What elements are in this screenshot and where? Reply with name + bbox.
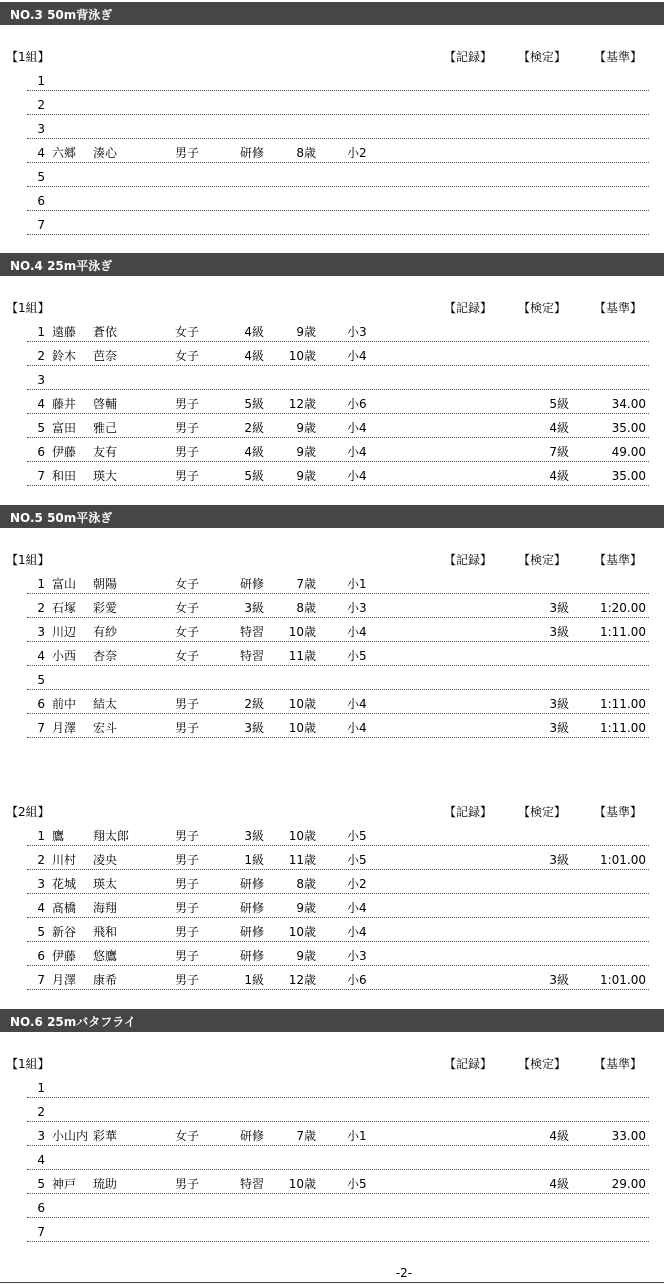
cell-gender: 男子 [175, 697, 200, 711]
cell-surname: 川辺 [52, 625, 77, 639]
standard-header: 【基準】 [594, 1057, 643, 1071]
row-divider [27, 1121, 649, 1122]
row-divider [27, 365, 649, 366]
cell-standard: 33.00 [611, 1129, 646, 1143]
cell-rank: 研修 [239, 1129, 264, 1143]
cell-age: 10歳 [288, 625, 316, 639]
row-divider [27, 941, 649, 942]
cell-age: 12歳 [288, 973, 316, 987]
cell-gender: 男子 [175, 1177, 200, 1191]
cell-age: 7歳 [296, 577, 316, 591]
row-divider [27, 341, 649, 342]
cell-surname: 月澤 [52, 721, 77, 735]
cell-grade: 小5 [347, 649, 367, 663]
cell-age: 9歳 [296, 325, 316, 339]
cell-gender: 男子 [175, 445, 200, 459]
cell-given: 瑛大 [93, 469, 118, 483]
cell-grade: 小5 [347, 829, 367, 843]
cell-given: 友有 [93, 445, 118, 459]
cell-surname: 和田 [52, 469, 77, 483]
row-divider [27, 389, 649, 390]
cell-age: 10歳 [288, 349, 316, 363]
page-number: -2- [395, 1266, 413, 1280]
cell-standard: 35.00 [611, 421, 646, 435]
cell-lane: 4 [37, 397, 45, 411]
cell-grade: 小4 [347, 469, 367, 483]
bottom-divider [0, 1282, 664, 1283]
cell-rank: 5級 [244, 397, 264, 411]
cell-standard: 1:20.00 [599, 601, 646, 615]
cell-rank: 特習 [239, 1177, 264, 1191]
row-divider [27, 461, 649, 462]
cell-age: 7歳 [296, 1129, 316, 1143]
cell-lane: 2 [37, 1105, 45, 1119]
cell-gender: 男子 [175, 925, 200, 939]
cell-lane: 6 [37, 194, 45, 208]
cell-gender: 女子 [175, 625, 200, 639]
row-divider [27, 989, 649, 990]
cell-given: 悠鷹 [93, 949, 118, 963]
cell-lane: 5 [37, 421, 45, 435]
cell-age: 8歳 [296, 601, 316, 615]
cell-given: 朝陽 [93, 577, 118, 591]
cell-grade: 小6 [347, 973, 367, 987]
cell-gender: 男子 [175, 973, 200, 987]
cell-rank: 3級 [244, 721, 264, 735]
cell-gender: 男子 [175, 853, 200, 867]
cell-grade: 小3 [347, 949, 367, 963]
standard-header: 【基準】 [594, 50, 643, 64]
row-divider [27, 90, 649, 91]
cell-surname: 藤井 [52, 397, 77, 411]
cell-grade: 小5 [347, 853, 367, 867]
cell-lane: 6 [37, 445, 45, 459]
check-header: 【検定】 [518, 50, 567, 64]
cell-grade: 小4 [347, 721, 367, 735]
cell-gender: 男子 [175, 949, 200, 963]
cell-rank: 3級 [244, 829, 264, 843]
row-divider [27, 1193, 649, 1194]
section-title: NO.4 25m平泳ぎ [10, 259, 113, 273]
cell-surname: 前中 [52, 697, 77, 711]
cell-given: 康希 [93, 973, 118, 987]
row-divider [27, 1145, 649, 1146]
cell-lane: 7 [37, 469, 45, 483]
cell-age: 10歳 [288, 829, 316, 843]
cell-given: 芭奈 [93, 349, 118, 363]
cell-gender: 男子 [175, 146, 200, 160]
row-divider [27, 413, 649, 414]
cell-given: 瑛太 [93, 877, 118, 891]
cell-grade: 小1 [347, 1129, 367, 1143]
cell-grade: 小4 [347, 625, 367, 639]
cell-age: 11歳 [288, 649, 316, 663]
standard-header: 【基準】 [594, 301, 643, 315]
cell-rank: 研修 [239, 901, 264, 915]
row-divider [27, 186, 649, 187]
cell-age: 10歳 [288, 1177, 316, 1191]
row-divider [27, 665, 649, 666]
cell-gender: 女子 [175, 349, 200, 363]
row-divider [27, 234, 649, 235]
row-divider [27, 114, 649, 115]
cell-check: 3級 [549, 697, 569, 711]
cell-age: 10歳 [288, 697, 316, 711]
cell-age: 8歳 [296, 877, 316, 891]
cell-rank: 特習 [239, 625, 264, 639]
cell-gender: 女子 [175, 577, 200, 591]
row-divider [27, 869, 649, 870]
cell-given: 海翔 [93, 901, 118, 915]
cell-surname: 鈴木 [52, 349, 77, 363]
standard-header: 【基準】 [594, 805, 643, 819]
cell-given: 杏奈 [93, 649, 118, 663]
row-divider [27, 917, 649, 918]
row-divider [27, 641, 649, 642]
cell-rank: 4級 [244, 325, 264, 339]
cell-age: 9歳 [296, 901, 316, 915]
cell-grade: 小4 [347, 421, 367, 435]
cell-surname: 花城 [52, 877, 77, 891]
section-title: NO.6 25mバタフライ [10, 1015, 136, 1029]
cell-gender: 男子 [175, 829, 200, 843]
cell-lane: 6 [37, 949, 45, 963]
cell-grade: 小4 [347, 697, 367, 711]
cell-check: 5級 [549, 397, 569, 411]
check-header: 【検定】 [518, 805, 567, 819]
cell-lane: 1 [37, 829, 45, 843]
cell-rank: 5級 [244, 469, 264, 483]
row-divider [27, 485, 649, 486]
cell-lane: 2 [37, 349, 45, 363]
row-divider [27, 1241, 649, 1242]
row-divider [27, 162, 649, 163]
cell-age: 9歳 [296, 421, 316, 435]
row-divider [27, 138, 649, 139]
cell-surname: 小山内 [52, 1129, 89, 1143]
cell-check: 4級 [549, 1177, 569, 1191]
cell-surname: 髙橋 [52, 901, 77, 915]
section-header [0, 1009, 664, 1032]
cell-lane: 4 [37, 146, 45, 160]
cell-standard: 29.00 [611, 1177, 646, 1191]
cell-age: 11歳 [288, 853, 316, 867]
row-divider [27, 1217, 649, 1218]
cell-lane: 1 [37, 1081, 45, 1095]
cell-surname: 伊藤 [52, 445, 77, 459]
cell-rank: 研修 [239, 949, 264, 963]
cell-standard: 1:11.00 [599, 625, 646, 639]
cell-grade: 小3 [347, 325, 367, 339]
group-label: 【2組】 [6, 805, 50, 819]
cell-grade: 小4 [347, 925, 367, 939]
record-header: 【記録】 [444, 1057, 493, 1071]
cell-gender: 男子 [175, 901, 200, 915]
group-label: 【1組】 [6, 1057, 50, 1071]
cell-given: 翔太郎 [93, 829, 130, 843]
cell-gender: 女子 [175, 649, 200, 663]
cell-lane: 1 [37, 577, 45, 591]
cell-surname: 石塚 [52, 601, 77, 615]
cell-surname: 鷹 [52, 829, 65, 843]
cell-lane: 3 [37, 373, 45, 387]
cell-given: 結太 [93, 697, 118, 711]
cell-surname: 小西 [52, 649, 77, 663]
cell-age: 8歳 [296, 146, 316, 160]
cell-given: 琉助 [93, 1177, 118, 1191]
cell-lane: 4 [37, 901, 45, 915]
row-divider [27, 1169, 649, 1170]
cell-standard: 1:11.00 [599, 721, 646, 735]
cell-given: 湊心 [93, 146, 118, 160]
cell-given: 飛和 [93, 925, 118, 939]
cell-check: 4級 [549, 1129, 569, 1143]
cell-grade: 小5 [347, 1177, 367, 1191]
row-divider [27, 1097, 649, 1098]
cell-lane: 2 [37, 853, 45, 867]
cell-gender: 男子 [175, 469, 200, 483]
cell-given: 有紗 [93, 625, 118, 639]
cell-given: 宏斗 [93, 721, 118, 735]
section-header [0, 253, 664, 276]
cell-lane: 7 [37, 1225, 45, 1239]
cell-standard: 49.00 [611, 445, 646, 459]
cell-lane: 1 [37, 325, 45, 339]
cell-gender: 女子 [175, 601, 200, 615]
cell-check: 3級 [549, 625, 569, 639]
cell-age: 9歳 [296, 445, 316, 459]
cell-surname: 神戸 [52, 1177, 77, 1191]
cell-lane: 6 [37, 697, 45, 711]
cell-grade: 小4 [347, 445, 367, 459]
cell-check: 4級 [549, 421, 569, 435]
record-header: 【記録】 [444, 50, 493, 64]
row-divider [27, 617, 649, 618]
cell-check: 3級 [549, 721, 569, 735]
cell-lane: 3 [37, 122, 45, 136]
cell-standard: 35.00 [611, 469, 646, 483]
cell-age: 10歳 [288, 721, 316, 735]
cell-lane: 3 [37, 1129, 45, 1143]
row-divider [27, 893, 649, 894]
row-divider [27, 689, 649, 690]
cell-standard: 1:01.00 [599, 853, 646, 867]
cell-lane: 2 [37, 98, 45, 112]
cell-rank: 3級 [244, 601, 264, 615]
cell-lane: 3 [37, 877, 45, 891]
cell-grade: 小4 [347, 901, 367, 915]
cell-check: 3級 [549, 853, 569, 867]
cell-lane: 5 [37, 673, 45, 687]
row-divider [27, 737, 649, 738]
group-label: 【1組】 [6, 50, 50, 64]
cell-rank: 1級 [244, 973, 264, 987]
cell-rank: 研修 [239, 925, 264, 939]
cell-age: 12歳 [288, 397, 316, 411]
cell-lane: 7 [37, 218, 45, 232]
group-label: 【1組】 [6, 301, 50, 315]
cell-rank: 2級 [244, 421, 264, 435]
cell-lane: 4 [37, 1153, 45, 1167]
check-header: 【検定】 [518, 553, 567, 567]
cell-grade: 小3 [347, 601, 367, 615]
row-divider [27, 210, 649, 211]
record-header: 【記録】 [444, 553, 493, 567]
cell-grade: 小1 [347, 577, 367, 591]
group-label: 【1組】 [6, 553, 50, 567]
check-header: 【検定】 [518, 1057, 567, 1071]
cell-rank: 2級 [244, 697, 264, 711]
row-divider [27, 965, 649, 966]
cell-gender: 男子 [175, 421, 200, 435]
cell-rank: 特習 [239, 649, 264, 663]
cell-lane: 6 [37, 1201, 45, 1215]
cell-rank: 4級 [244, 445, 264, 459]
cell-given: 彩愛 [93, 601, 118, 615]
cell-surname: 新谷 [52, 925, 77, 939]
cell-gender: 男子 [175, 397, 200, 411]
cell-standard: 1:11.00 [599, 697, 646, 711]
cell-gender: 男子 [175, 877, 200, 891]
standard-header: 【基準】 [594, 553, 643, 567]
section-header [0, 2, 664, 25]
cell-rank: 研修 [239, 146, 264, 160]
check-header: 【検定】 [518, 301, 567, 315]
cell-grade: 小6 [347, 397, 367, 411]
row-divider [27, 845, 649, 846]
section-title: NO.3 50m背泳ぎ [10, 8, 113, 22]
cell-given: 雅己 [93, 421, 118, 435]
cell-surname: 月澤 [52, 973, 77, 987]
cell-given: 蒼依 [93, 325, 118, 339]
record-header: 【記録】 [444, 301, 493, 315]
cell-given: 啓輔 [93, 397, 118, 411]
cell-standard: 1:01.00 [599, 973, 646, 987]
cell-lane: 5 [37, 925, 45, 939]
cell-surname: 富田 [52, 421, 77, 435]
cell-grade: 小4 [347, 349, 367, 363]
cell-given: 彩華 [93, 1129, 118, 1143]
cell-grade: 小2 [347, 146, 367, 160]
cell-age: 9歳 [296, 469, 316, 483]
cell-check: 3級 [549, 601, 569, 615]
cell-age: 10歳 [288, 925, 316, 939]
cell-check: 3級 [549, 973, 569, 987]
cell-gender: 女子 [175, 325, 200, 339]
cell-surname: 川村 [52, 853, 77, 867]
cell-surname: 六郷 [52, 146, 77, 160]
cell-lane: 5 [37, 170, 45, 184]
section-title: NO.5 50m平泳ぎ [10, 511, 113, 525]
cell-lane: 7 [37, 973, 45, 987]
cell-check: 7級 [549, 445, 569, 459]
cell-rank: 研修 [239, 877, 264, 891]
row-divider [27, 593, 649, 594]
row-divider [27, 437, 649, 438]
cell-rank: 4級 [244, 349, 264, 363]
cell-rank: 研修 [239, 577, 264, 591]
cell-lane: 1 [37, 74, 45, 88]
cell-gender: 男子 [175, 721, 200, 735]
cell-lane: 5 [37, 1177, 45, 1191]
cell-given: 凌央 [93, 853, 118, 867]
cell-surname: 遠藤 [52, 325, 77, 339]
record-header: 【記録】 [444, 805, 493, 819]
cell-check: 4級 [549, 469, 569, 483]
cell-grade: 小2 [347, 877, 367, 891]
cell-lane: 7 [37, 721, 45, 735]
section-header [0, 505, 664, 528]
cell-lane: 3 [37, 625, 45, 639]
row-divider [27, 713, 649, 714]
cell-lane: 2 [37, 601, 45, 615]
cell-gender: 女子 [175, 1129, 200, 1143]
cell-standard: 34.00 [611, 397, 646, 411]
cell-surname: 富山 [52, 577, 77, 591]
cell-rank: 1級 [244, 853, 264, 867]
cell-age: 9歳 [296, 949, 316, 963]
cell-lane: 4 [37, 649, 45, 663]
cell-surname: 伊藤 [52, 949, 77, 963]
